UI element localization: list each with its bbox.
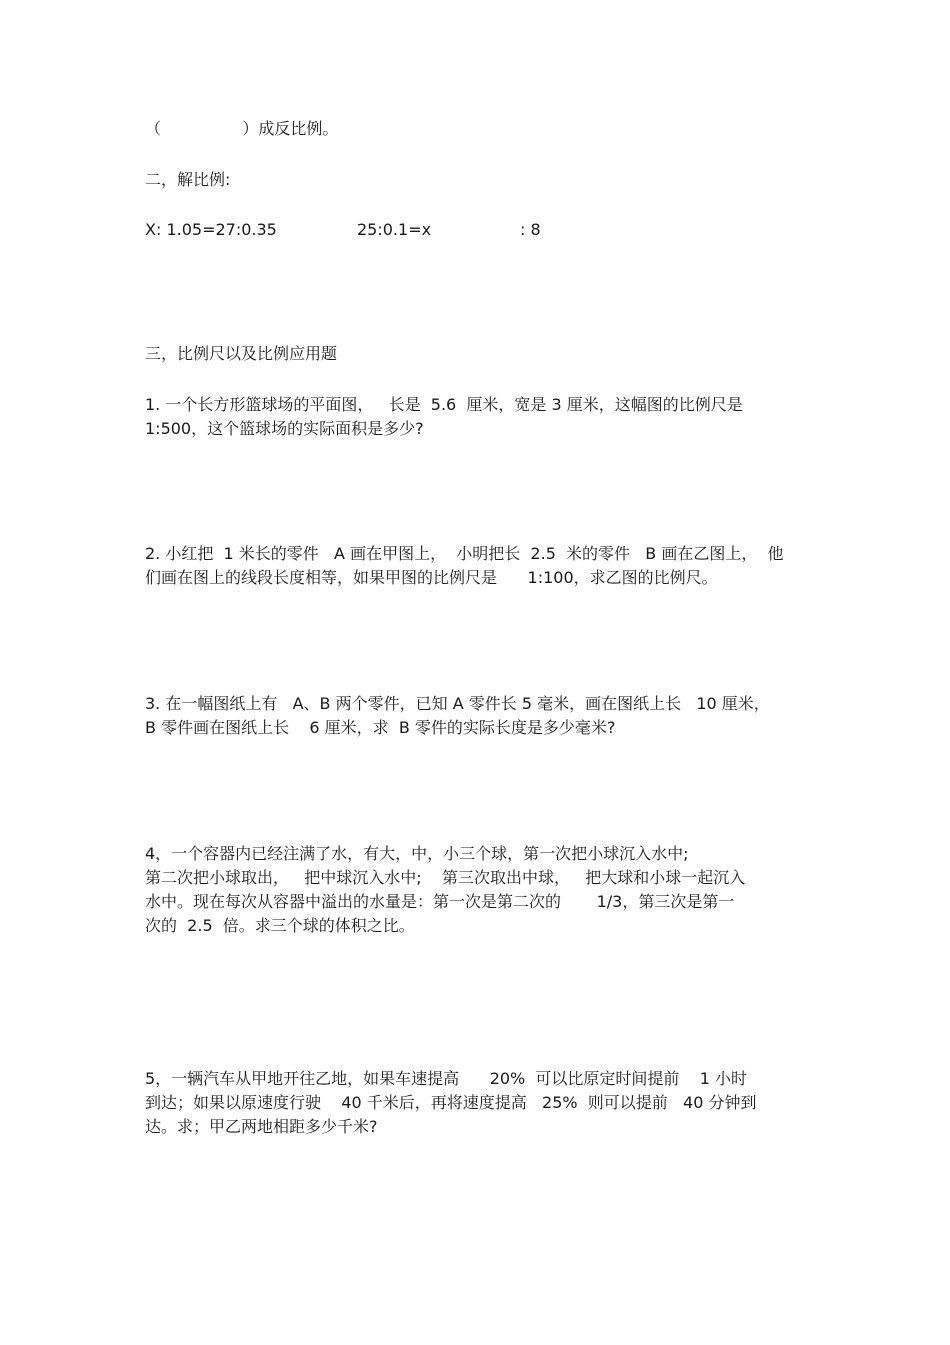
question-5-line-3: 达。求；甲乙两地相距多少千米? xyxy=(145,1117,378,1136)
question-4-line-2: 第二次把小球取出， 把中球沉入水中; 第三次取出中球， 把大球和小球一起沉入 xyxy=(145,868,746,887)
proportion-equation-2-tail: : 8 xyxy=(520,220,541,239)
question-5-line-1: 5，一辆汽车从甲地开往乙地，如果车速提高 20% 可以比原定时间提前 1 小时 xyxy=(145,1069,748,1088)
proportion-equation-2: 25:0.1=x xyxy=(357,220,432,239)
question-3-line-2: B 零件画在图纸上长 6 厘米，求 B 零件的实际长度是多少毫米? xyxy=(145,718,616,737)
question-2-line-2: 们画在图上的线段长度相等，如果甲图的比例尺是 1:100，求乙图的比例尺。 xyxy=(145,568,718,587)
question-1-line-1: 1. 一个长方形篮球场的平面图， 长是 5.6 厘米，宽是 3 厘米，这幅图的比例尺是 xyxy=(145,395,743,414)
question-4-line-3: 水中。现在每次从容器中溢出的水量是：第一次是第二次的 1/3，第三次是第一 xyxy=(145,892,735,911)
question-4-line-1: 4，一个容器内已经注满了水，有大，中，小三个球，第一次把小球沉入水中; xyxy=(145,844,689,863)
question-3-line-1: 3. 在一幅图纸上有 A、B 两个零件，已知 A 零件长 5 毫米，画在图纸上长 10 厘米， xyxy=(145,694,770,713)
section-heading-scale-problems: 三，比例尺以及比例应用题 xyxy=(145,344,338,363)
proportion-equation-1: X: 1.05=27:0.35 xyxy=(145,220,277,239)
question-2-line-1: 2. 小红把 1 米长的零件 A 画在甲图上， 小明把长 2.5 米的零件 B 画在乙图上， 他 xyxy=(145,544,784,563)
question-5-line-2: 到达；如果以原速度行驶 40 千米后，再将速度提高 25% 则可以提前 40 分钟到 xyxy=(145,1093,757,1112)
question-1-line-2: 1:500，这个篮球场的实际面积是多少? xyxy=(145,419,424,438)
section-heading-solve-proportion: 二，解比例: xyxy=(145,170,231,189)
fill-blank-line: （ ）成反比例。 xyxy=(145,119,339,138)
question-4-line-4: 次的 2.5 倍。求三个球的体积之比。 xyxy=(145,916,415,935)
